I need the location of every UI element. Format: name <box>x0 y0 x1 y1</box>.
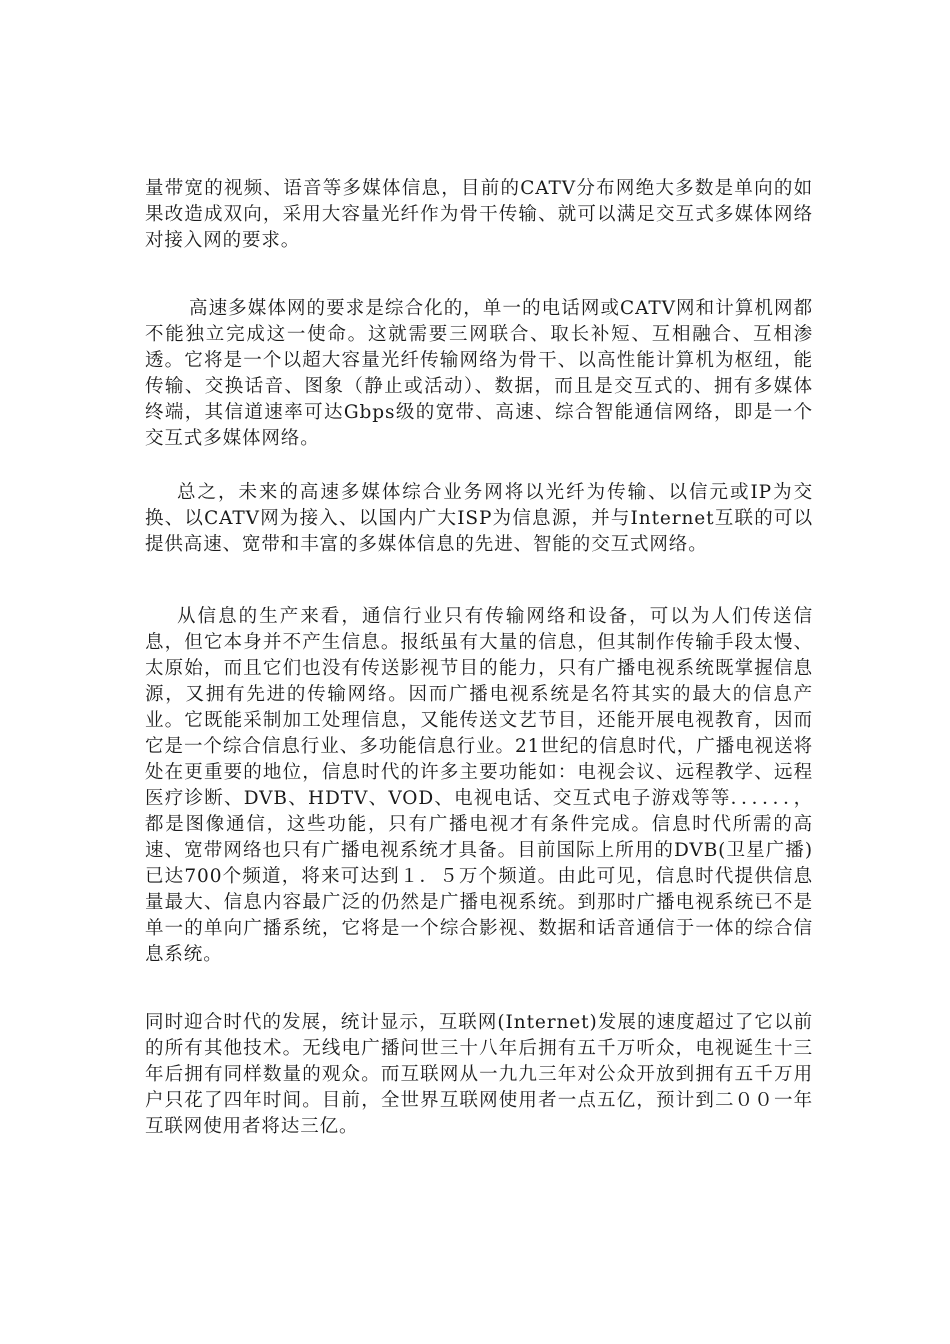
paragraph-continuation: 量带宽的视频、语音等多媒体信息，目前的CATV分布网绝大多数是单向的如果改造成双向，采用大容量光纤作为骨干传输、就可以满足交互式多媒体网络对接入网的要求。 <box>145 178 813 251</box>
paragraph-summary: 总之，未来的高速多媒体综合业务网将以光纤为传输、以信元或IP为交换、以CATV网为接入、以国内广大ISP为信息源，并与Internet互联的可以提供高速、宽带和丰富的多媒体信息的先进、智能的交互式网络。 <box>145 482 813 555</box>
paragraph-internet-growth: 同时迎合时代的发展，统计显示，互联网(Internet)发展的速度超过了它以前的所有其他技术。无线电广播问世三十八年后拥有五千万听众，电视诞生十三年后拥有同样数量的观众。而互联网从一九九三年对公众开放到拥有五千万用户只花了四年时间。目前，全世界互联网使用者一点五亿，预计到二００一年互联网使用者将达三亿。 <box>145 1012 813 1137</box>
paragraph-multimedia-network: 高速多媒体网的要求是综合化的，单一的电话网或CATV网和计算机网都不能独立完成这一使命。这就需要三网联合、取长补短、互相融合、互相渗透。它将是一个以超大容量光纤传输网络为骨干、以高性能计算机为枢纽，能传输、交换话音、图象（静止或活动）、数据，而且是交互式的、拥有多媒体终端，其信道速率可达Gbps级的宽带、高速、综合智能通信网络，即是一个交互式多媒体网络。 <box>145 298 813 449</box>
paragraph-broadcast-industry: 从信息的生产来看，通信行业只有传输网络和设备，可以为人们传送信息，但它本身并不产生信息。报纸虽有大量的信息，但其制作传输手段太慢、太原始，而且它们也没有传送影视节目的能力，只有广播电视系统既掌握信息源，又拥有先进的传输网络。因而广播电视系统是名符其实的最大的信息产业。它既能采制加工处理信息，又能传送文艺节目，还能开展电视教育，因而它是一个综合信息行业、多功能信息行业。21世纪的信息时代，广播电视送将处在更重要的地位，信息时代的许多主要功能如：电视会议、远程教学、远程医疗诊断、DVB、HDTV、VOD、电视电话、交互式电子游戏等等．．．．．．，都是图像通信，这些功能，只有广播电视才有条件完成。信息时代所需的高速、宽带网络也只有广播电视系统才具备。目前国际上所用的DVB(卫星广播)已达700个频道，将来可达到１．５万个频道。由此可见，信息时代提供信息量最大、信息内容最广泛的仍然是广播电视系统。到那时广播电视系统已不是单一的单向广播系统，它将是一个综合影视、数据和话音通信于一体的综合信息系统。 <box>145 606 813 965</box>
